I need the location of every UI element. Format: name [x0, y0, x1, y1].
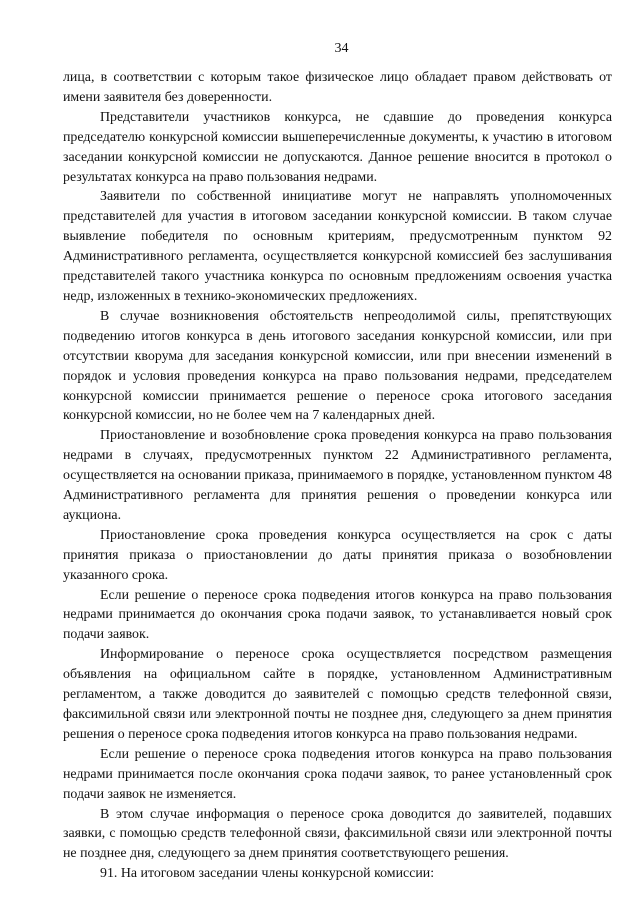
- paragraph-suspension-renewal: Приостановление и возобновление срока проведения конкурса на право пользования недрами в случаях, предусмотренных пунктом 22 Административного регламента, осуществляется на основании приказа, принимаемого в порядке, установленном пунктом 48 Административного регламента для принятия решения о проведении конкурса или аукциона.: [63, 428, 612, 523]
- page-number: 34: [334, 41, 349, 56]
- paragraph-continuation: лица, в соответствии с которым такое физическое лицо обладает правом действовать от имени заявителя без доверенности.: [63, 70, 612, 105]
- paragraph-clause-91: 91. На итоговом заседании члены конкурсной комиссии:: [100, 866, 435, 882]
- paragraph-informing: Информирование о переносе срока осуществляется посредством размещения объявления на официальном сайте в порядке, установленном Административным регламентом, а также доводится до заявителей с помощью средств телефонной связи, факсимильной связи или электронной почты не позднее дня, следующего за днем принятия решения о переносе срока подведения итогов конкурса на право пользования недрами.: [63, 647, 612, 742]
- paragraph-new-deadline: Если решение о переносе срока подведения итогов конкурса на право пользования недрами принимается до окончания срока подачи заявок, то устанавливается новый срок подачи заявок.: [63, 587, 612, 643]
- paragraph-deadline-unchanged: Если решение о переносе срока подведения итогов конкурса на право пользования недрами принимается после окончания срока подачи заявок, то ранее установленный срок подачи заявок не изменяется.: [63, 746, 612, 802]
- paragraph-notification: В этом случае информация о переносе срока доводится до заявителей, подавших заявки, с помощью средств телефонной связи, факсимильной связи или электронной почты не позднее дня, следующего за днем принятия соответствующего решения.: [63, 806, 612, 862]
- paragraph-suspension-term: Приостановление срока проведения конкурса осуществляется на срок с даты принятия приказа о приостановлении до даты принятия приказа о возобновлении указанного срока.: [63, 527, 612, 583]
- paragraph-applicants-initiative: Заявители по собственной инициативе могут не направлять уполномоченных представителей для участия в итоговом заседании конкурсной комиссии. В таком случае выявление победителя по основным критериям, предусмотренным пунктом 92 Административного регламента, осуществляется конкурсной комиссией без заслушивания представителей такого участника конкурса по основным предложениям освоения участка недр, изложенных в технико-экономических предложениях.: [63, 189, 612, 304]
- document-body: [63, 68, 612, 884]
- paragraph-representatives: Представители участников конкурса, не сдавшие до проведения конкурса председателю конкурсной комиссии вышеперечисленные документы, к участию в итоговом заседании конкурсной комиссии не допускаются. Данное решение вносится в протокол о результатах конкурса на право пользования недрами.: [63, 109, 612, 185]
- paragraph-force-majeure: В случае возникновения обстоятельств непреодолимой силы, препятствующих подведению итогов конкурса в день итогового заседания конкурсной комиссии, или при отсутствии кворума для заседания конкурсной комиссии, или при внесении изменений в порядок и условия проведения конкурса на право пользования недрами, председателем конкурсной комиссии принимается решение о переносе срока итогового заседания конкурсной комиссии, но не более чем на 7 календарных дней.: [63, 308, 612, 424]
